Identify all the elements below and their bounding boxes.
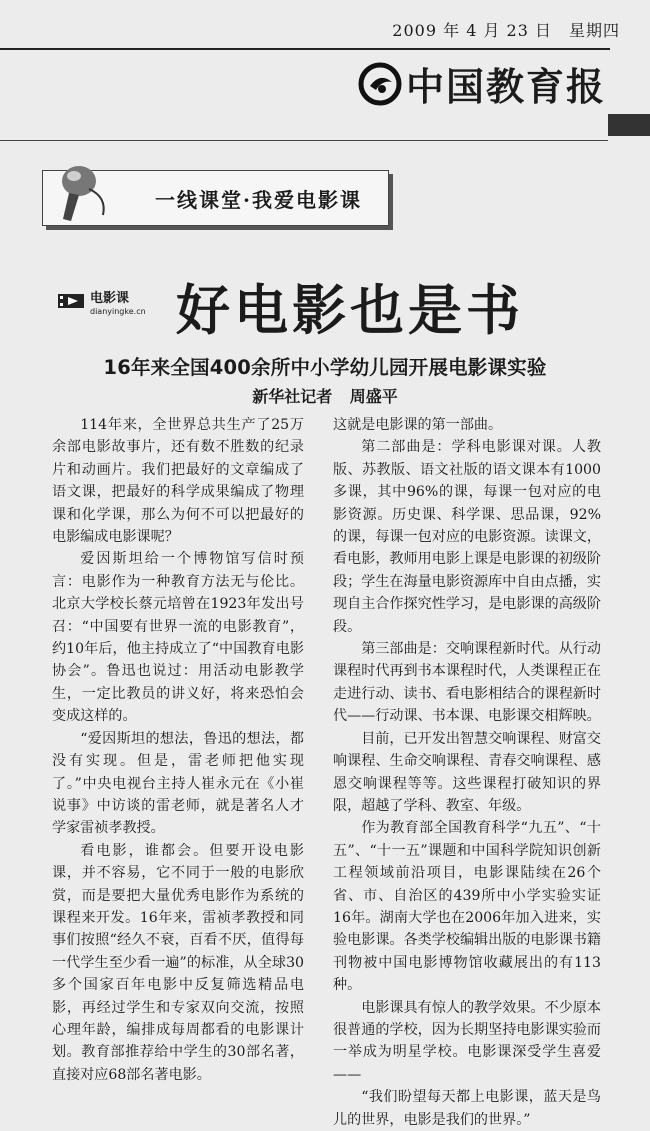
header-rule [0,48,610,50]
paragraph: 第三部曲是：交响课程新时代。从行动课程时代再到书本课程时代，人类课程正在走进行动、读书、看电影相结合的课程新时代——行动课、书本课、电影课交相辉映。 [333,641,601,725]
byline [0,384,650,407]
article-column-right [333,414,601,1131]
column-title: 一线课堂·我爱电影课 [155,188,362,212]
masthead [358,56,606,111]
film-course-logo [58,292,146,316]
article-column-left [52,414,304,1086]
paragraph: 这就是电影课的第一部曲。 [333,417,503,433]
headline: 好电影也是书 [176,278,524,342]
paragraph: 114年来，全世界总共生产了25万余部电影故事片，还有数不胜数的纪录片和动画片。我们把最好的文章编成了语文课，把最好的科学成果编成了物理课和化学课，那么为何不可以把最好的电影编成电影课呢？ [52,417,304,546]
logo-name: 电影课 [90,291,130,306]
microphone-icon [49,163,119,225]
film-icon [58,292,86,310]
issue-date: 2009 年 4 月 23 日 星期四 [392,21,620,40]
paragraph: 爱因斯坦给一个博物馆写信时预言：电影作为一种教育方法无与伦比。北京大学校长蔡元培曾在1923年发出号召：“中国要有世界一流的电影教育”，约10年后，他主持成立了“中国教育电影协会”。鲁迅也说过：用活动电影教学生，一定比教员的讲义好，将来恐怕会变成这样的。 [52,551,304,725]
paragraph: “我们盼望每天都上电影课，蓝天是鸟儿的世界，电影是我们的世界。” [333,1089,601,1128]
logo-url: dianyingke.cn [90,307,146,316]
corner-block [608,114,650,136]
byline-role: 新华社记者 [252,387,333,406]
paragraph: 第二部曲是：学科电影课对课。人教版、苏教版、语文社版的语文课本有1000多课，其中96%的课，每课一包对应的电影资源。历史课、科学课、思品课，92%的课，每课一包对应的电影资源。读课文，看电影，教师用电影上课是电影课的初级阶段；学生在海量电影资源库中自由点播，实现自主合作探究性学习，是电影课的高级阶段。 [333,439,601,635]
byline-name: 周盛平 [349,387,398,406]
paragraph: 看电影，谁都会。但要开设电影课，并不容易，它不同于一般的电影欣赏，而是要把大量优秀电影作为系统的课程来开发。16年来，雷祯孝教授和同事们按照“经久不衰，百看不厌，值得每一代学生至少看一遍”的标准，从全球30多个国家百年电影中反复筛选精品电影，再经过学生和专家双向交流，按照心理年龄，编排成每周都看的电影课计划。教育部推荐给中学生的30部名著，直接对应68部名著电影。 [52,842,304,1083]
paragraph: 作为教育部全国教育科学“九五”、“十五”、“十一五”课题和中国科学院知识创新工程领域前沿项目，电影课陆续在26个省、市、自治区的439所中小学实验实证16年。湖南大学也在2006年加入进来，实验电影课。各类学校编辑出版的电影课书籍刊物被中国电影博物馆收藏展出的有113种。 [333,820,601,994]
paragraph: “爱因斯坦的想法，鲁迅的想法，都没有实现。但是，雷老师把他实现了。”中央电视台主持人崔永元在《小崔说事》中访谈的雷老师，就是著名人才学家雷祯孝教授。 [52,730,304,837]
paragraph: 电影课具有惊人的教学效果。不少原本很普通的学校，因为长期坚持电影课实验而一举成为明星学校。电影课深受学生喜爱—— [333,999,601,1083]
column-banner [42,170,389,226]
subheadline: 16年来全国400余所中小学幼儿园开展电影课实验 [103,356,547,379]
newspaper-name: 中国教育报 [406,64,607,109]
section-rule [0,140,608,141]
paragraph: 目前，已开发出智慧交响课程、财富交响课程、生命交响课程、青春交响课程、感恩交响课程等等。这些课程打破知识的界限，超越了学科、教室、年级。 [333,730,601,814]
masthead-logo-icon [358,62,402,106]
